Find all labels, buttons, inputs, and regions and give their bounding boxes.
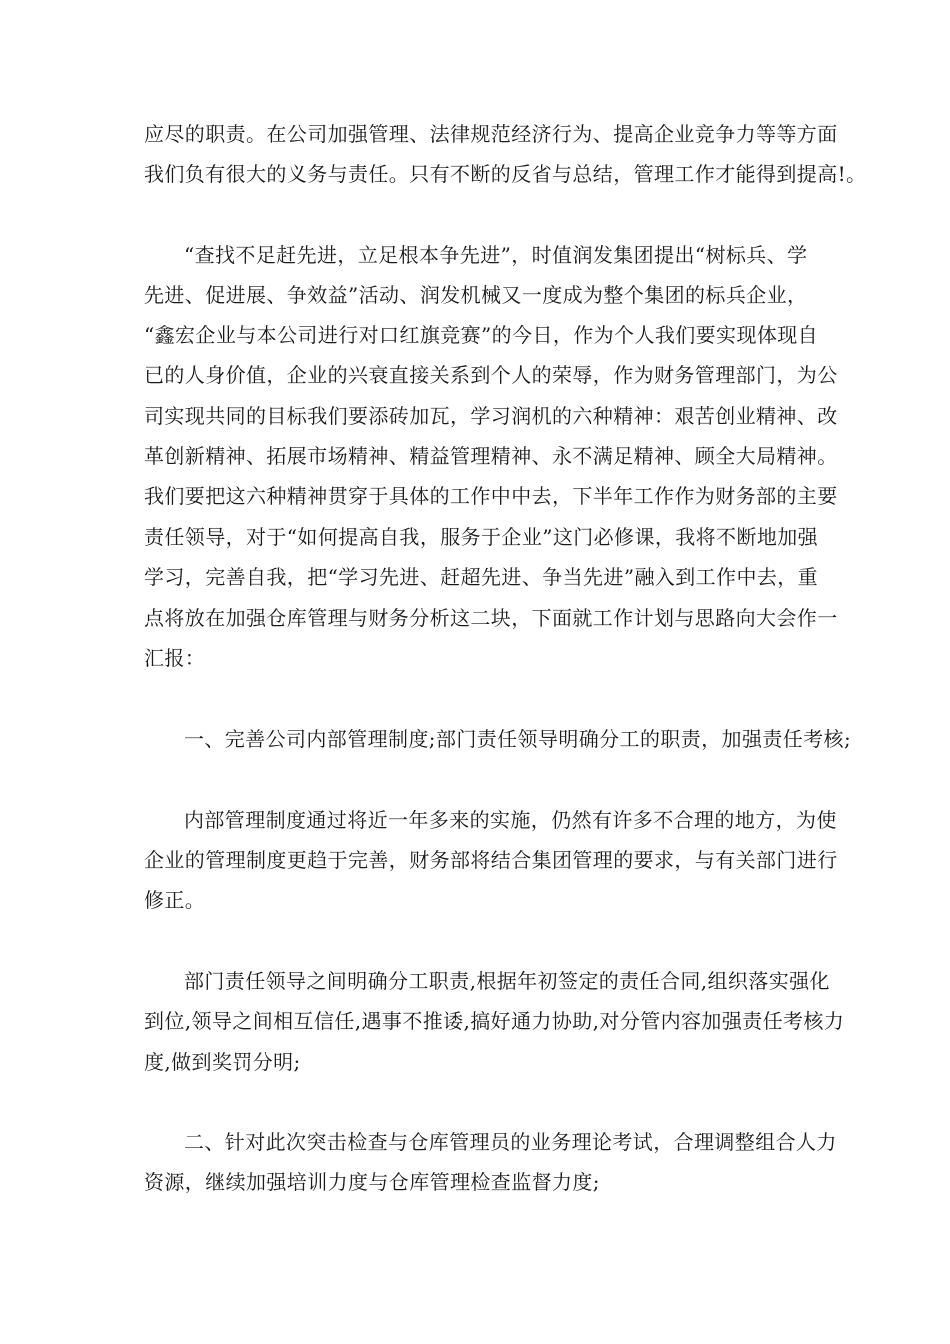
paragraph-2-line-11: 汇报： bbox=[144, 646, 206, 670]
paragraph-3-line-1: 一、完善公司内部管理制度;部门责任领导明确分工的职责，加强责任考核; bbox=[184, 727, 852, 751]
paragraph-5-line-3: 度,做到奖罚分明; bbox=[144, 1050, 301, 1074]
paragraph-2-line-6: 革创新精神、拓展市场精神、精益管理精神、永不满足精神、顾全大局精神。 bbox=[144, 444, 838, 468]
paragraph-5-line-1: 部门责任领导之间明确分工职责,根据年初签定的责任合同,组织落实强化 bbox=[184, 969, 830, 993]
paragraph-5-line-2: 到位,领导之间相互信任,遇事不推诿,搞好通力协助,对分管内容加强责任考核力 bbox=[144, 1009, 845, 1033]
paragraph-2-line-1: “查找不足赶先进，立足根本争先进”，时值润发集团提出“树标兵、学 bbox=[184, 243, 808, 267]
paragraph-2-line-4: 已的人身价值，企业的兴衰直接关系到个人的荣辱，作为财务管理部门，为公 bbox=[144, 363, 838, 387]
paragraph-4-line-1: 内部管理制度通过将近一年多来的实施，仍然有许多不合理的地方，为使 bbox=[184, 808, 837, 832]
paragraph-1-line-2: 我们负有很大的义务与责任。只有不断的反省与总结，管理工作才能得到提高!。 bbox=[144, 162, 867, 186]
paragraph-2-line-5: 司实现共同的目标我们要添砖加瓦，学习润机的六种精神：艰苦创业精神、改 bbox=[144, 404, 838, 428]
paragraph-4-line-3: 修正。 bbox=[144, 888, 206, 912]
paragraph-2-line-7: 我们要把这六种精神贯穿于具体的工作中中去，下半年工作作为财务部的主要 bbox=[144, 484, 838, 508]
paragraph-1-line-1: 应尽的职责。在公司加强管理、法律规范经济行为、提高企业竞争力等等方面 bbox=[144, 122, 838, 146]
paragraph-6-line-1: 二、针对此次突击检查与仓库管理员的业务理论考试，合理调整组合人力 bbox=[184, 1130, 837, 1154]
paragraph-2-line-10: 点将放在加强仓库管理与财务分析这二块，下面就工作计划与思路向大会作一 bbox=[144, 606, 838, 630]
paragraph-2-line-9: 学习，完善自我，把“学习先进、赶超先进、争当先进”融入到工作中去，重 bbox=[144, 565, 819, 589]
paragraph-2-line-2: 先进、促进展、争效益”活动、润发机械又一度成为整个集团的标兵企业， bbox=[144, 283, 808, 307]
paragraph-6-line-2: 资源，继续加强培训力度与仓库管理检查监督力度; bbox=[144, 1170, 600, 1194]
paragraph-2-line-3: “鑫宏企业与本公司进行对口红旗竞赛”的今日，作为个人我们要实现体现自 bbox=[144, 323, 819, 347]
paragraph-4-line-2: 企业的管理制度更趋于完善，财务部将结合集团管理的要求，与有关部门进行 bbox=[144, 848, 838, 872]
paragraph-2-line-8: 责任领导，对于“如何提高自我，服务于企业”这门必修课，我将不断地加强 bbox=[144, 525, 819, 549]
